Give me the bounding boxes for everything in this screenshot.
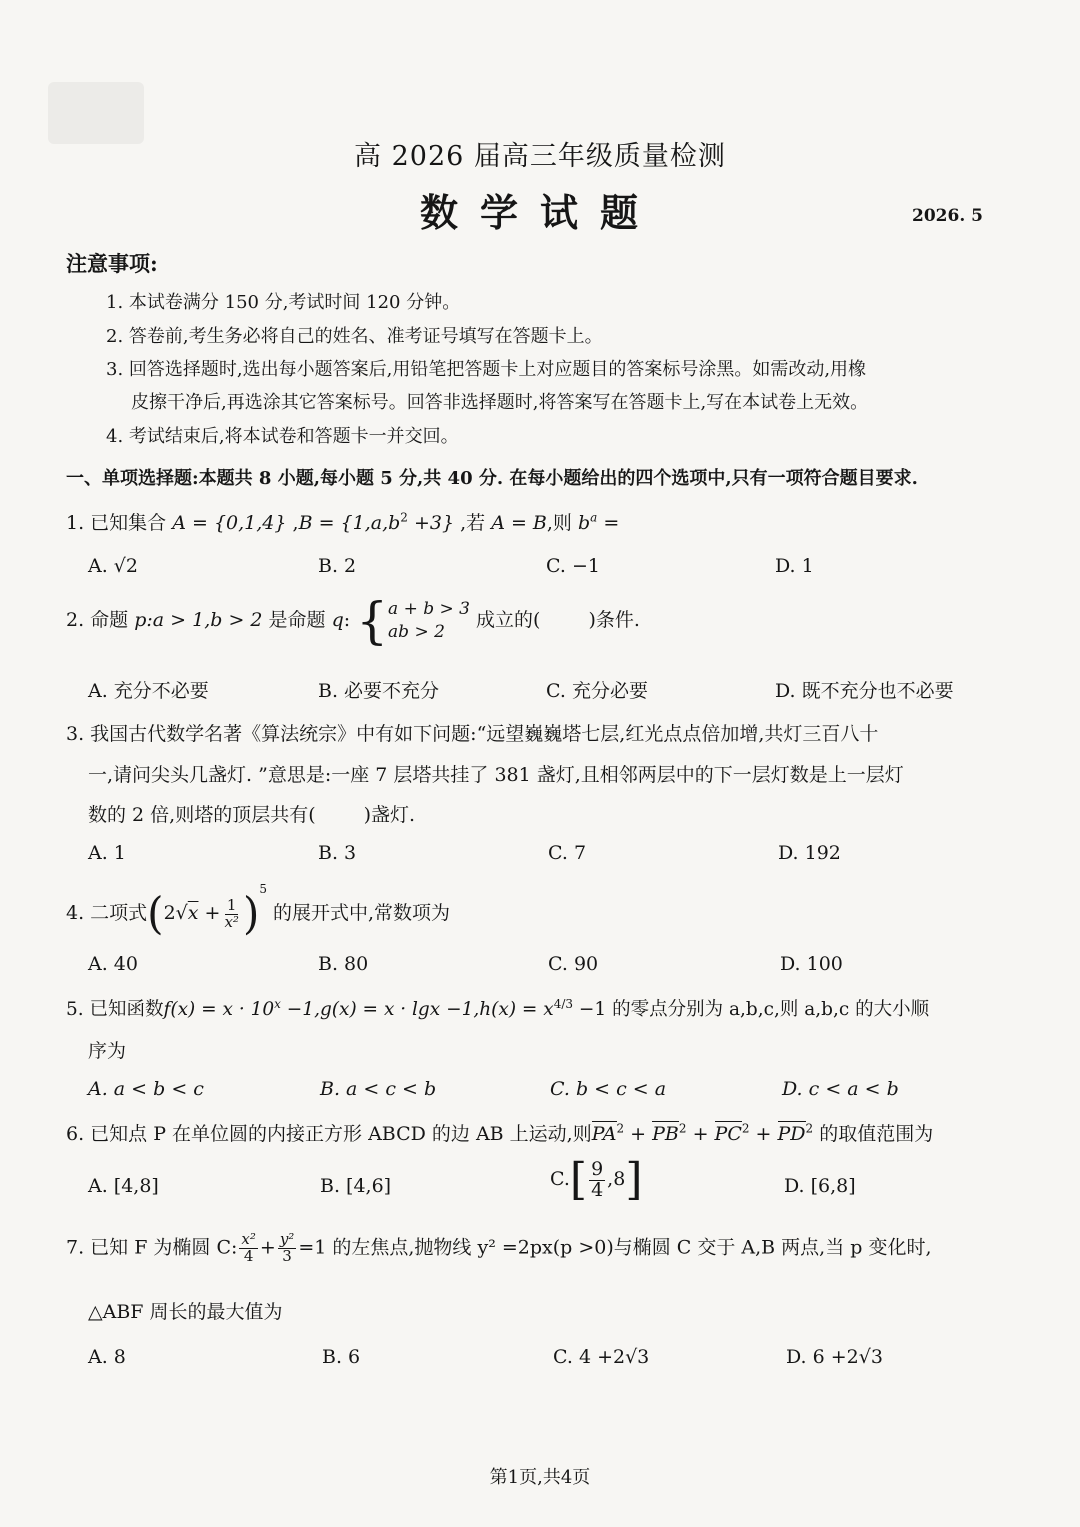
q2-colon: : (343, 609, 351, 631)
q2-stem-d: )条件. (588, 609, 640, 631)
q1-option-d: D. 1 (775, 555, 814, 577)
q4-frac-num: 1 (226, 895, 237, 914)
exam-date: 2026. 5 (912, 206, 983, 226)
question-3-line-1: 3. 我国古代数学名著《算法统宗》中有如下问题:“远望巍巍塔七层,红光点点倍加增,共灯三百八十 (66, 723, 879, 745)
q7-frac-2-den: 3 (282, 1246, 292, 1265)
notice-item-4: 4. 考试结束后,将本试卷和答题卡一并交回。 (106, 426, 459, 447)
q6-option-c-prefix: C. (550, 1168, 570, 1190)
q5-h-exp: 4/3 (553, 996, 574, 1011)
question-7-line-1 (66, 1232, 932, 1265)
q3-option-d: D. 192 (778, 842, 841, 864)
q1-expr: b (577, 512, 591, 534)
q1-set-b-exp: 2 (400, 510, 408, 525)
q3-line-3a: 数的 2 倍,则塔的顶层共有( (88, 804, 316, 826)
q4-frac-den: x² (224, 912, 239, 931)
left-paren-icon: ( (147, 887, 164, 940)
left-bracket-icon: [ (569, 1154, 588, 1205)
q5-stem-a: 5. 已知函数 (66, 999, 164, 1020)
q5-f: f(x) = x · 10 (163, 999, 275, 1020)
q3-option-c: C. 7 (548, 842, 587, 864)
right-bracket-icon: ] (625, 1154, 643, 1205)
q1-stem-e: = (597, 512, 620, 534)
sqrt-icon: √ (175, 902, 188, 924)
q7-option-d: D. 6 +2√3 (786, 1346, 883, 1368)
q1-stem-a: 1. 已知集合 (66, 512, 173, 534)
q4-option-a: A. 40 (88, 953, 138, 975)
question-7-line-2: △ABF 周长的最大值为 (88, 1301, 283, 1323)
q6-vector-pb: PB (652, 1123, 679, 1145)
question-6: 6. 已知点 P 在单位圆的内接正方形 ABCD 的边 AB 上运动,则$PA^2 + PB^2 + PC^2 + PD^2$ 的取值范围为 (66, 1121, 934, 1145)
q1-cond: A = B (491, 512, 547, 534)
q6-option-d: D. [6,8] (784, 1175, 856, 1197)
q6-vector-pd: PD (777, 1123, 806, 1145)
q7-stem-a: 7. 已知 F 为椭圆 C: (66, 1236, 238, 1259)
q7-frac-1-den: 4 (243, 1246, 254, 1265)
question-2 (66, 592, 640, 650)
q4-stem-b: 的展开式中,常数项为 (266, 902, 451, 924)
q4-option-d: D. 100 (780, 953, 843, 975)
q5-f-tail: −1, (280, 999, 320, 1020)
q5-stem-b: 的零点分别为 a,b,c,则 a,b,c 的大小顺 (606, 999, 930, 1020)
q7-option-a: A. 8 (88, 1346, 126, 1368)
q1-stem-b: , (286, 512, 299, 534)
q6-option-c (550, 1154, 643, 1205)
q2-stem-a: 2. 命题 (66, 609, 135, 631)
q1-set-b-tail: +3} (407, 512, 455, 534)
q2-condition-stack (388, 598, 470, 644)
page-footer: 第1页,共4页 (489, 1467, 591, 1488)
q2-condition-system (356, 592, 470, 650)
q7-option-c: C. 4 +2√3 (553, 1346, 650, 1368)
notice-item-3: 3. 回答选择题时,选出每小题答案后,用铅笔把答题卡上对应题目的答案标号涂黑。如需改动,用橡 (106, 359, 867, 380)
q7-frac-1-num: x² (241, 1230, 256, 1248)
notice-heading: 注意事项: (66, 251, 158, 276)
question-5-line-1 (66, 995, 929, 1021)
q2-p: p (134, 609, 147, 631)
q4-plus: + (198, 902, 221, 924)
q5-h-tail: −1 (573, 999, 607, 1020)
q1-set-b: B = {1,a,b (298, 512, 401, 534)
question-4 (66, 882, 451, 940)
q3-option-b: B. 3 (318, 842, 357, 864)
q1-stem-c: ,若 (454, 512, 492, 534)
left-brace-icon: { (356, 592, 389, 650)
q1-expr-exp: a (590, 510, 598, 525)
q2-p-condition: :a > 1,b > 2 (146, 609, 263, 631)
q5-option-c: C. b < c < a (550, 1078, 667, 1100)
right-paren-icon: ) (242, 887, 260, 940)
q6-sq-1: 2 (616, 1121, 625, 1136)
q5-f-exp: x (274, 996, 281, 1011)
q5-option-b: B. a < c < b (320, 1078, 437, 1100)
q6-vector-pa: PA (591, 1123, 617, 1145)
notice-item-2: 2. 答卷前,考生务必将自己的姓名、准考证号填写在答题卡上。 (106, 326, 603, 347)
q7-option-b: B. 6 (322, 1346, 361, 1368)
q4-option-c: C. 90 (548, 953, 599, 975)
q6-vector-pc: PC (714, 1123, 742, 1145)
q4-radicand: x (187, 902, 199, 924)
q4-coef: 2 (163, 902, 176, 924)
q5-option-a: A. a < b < c (88, 1078, 204, 1100)
q1-set-a: A = {0,1,4} (172, 512, 287, 534)
q4-fraction (222, 895, 240, 931)
q1-stem-d: ,则 (546, 512, 578, 534)
q2-option-c: C. 充分必要 (546, 680, 648, 702)
q4-option-b: B. 80 (318, 953, 369, 975)
q4-stem-a: 4. 二项式 (66, 902, 148, 924)
question-3-line-3 (88, 800, 415, 827)
q7-fraction-2 (278, 1232, 297, 1265)
q6-option-c-fraction (589, 1157, 605, 1201)
q2-option-a: A. 充分不必要 (88, 680, 209, 702)
q4-power: 5 (259, 882, 267, 896)
q2-option-b: B. 必要不充分 (318, 680, 440, 702)
question-1 (66, 508, 619, 535)
q2-stem-c: 成立的( (476, 609, 541, 631)
q6-option-c-tail: ,8 (607, 1168, 626, 1190)
q5-g: g(x) = x · lgx −1, (319, 999, 480, 1020)
q2-option-d: D. 既不充分也不必要 (775, 680, 954, 702)
q1-option-c: C. −1 (546, 555, 600, 577)
q6-sq-3: 2 (741, 1121, 750, 1136)
q1-option-b: B. 2 (318, 555, 357, 577)
q2-condition-line-1: a + b > 3 (388, 599, 470, 620)
q6-sq-2: 2 (678, 1121, 687, 1136)
q5-h: h(x) = x (479, 999, 554, 1020)
q5-option-d: D. c < a < b (782, 1078, 899, 1100)
exam-title: 高 2026 届高三年级质量检测 (354, 141, 726, 172)
notice-item-3-cont: 皮擦干净后,再选涂其它答案标号。回答非选择题时,将答案写在答题卡上,写在本试卷上无效。 (131, 392, 869, 413)
q2-condition-line-2: ab > 2 (388, 622, 445, 642)
section-1-heading: 一、单项选择题:本题共 8 小题,每小题 5 分,共 40 分. 在每小题给出的四个选项中,只有一项符合题目要求. (66, 468, 918, 489)
q6-option-b: B. [4,6] (320, 1175, 392, 1197)
q6-stem-b: 的取值范围为 (813, 1123, 934, 1145)
q1-option-a: A. √2 (88, 555, 138, 577)
question-3-line-2: 一,请问尖头几盏灯. ”意思是:一座 7 层塔共挂了 381 盏灯,且相邻两层中的下一层灯数是上一层灯 (88, 764, 904, 786)
q7-fraction-1 (239, 1232, 257, 1265)
q6-stem-a: 6. 已知点 P 在单位圆的内接正方形 ABCD 的边 AB 上运动,则 (66, 1123, 592, 1145)
q3-line-3b: )盏灯. (363, 804, 416, 826)
q6-option-c-den: 4 (591, 1178, 604, 1201)
q6-option-a: A. [4,8] (88, 1175, 159, 1197)
q7-plus: + (259, 1236, 276, 1259)
question-5-line-2: 序为 (88, 1040, 127, 1062)
q7-stem-b: =1 的左焦点,抛物线 y² =2px(p >0)与椭圆 C 交于 A,B 两点,当 p 变化时, (298, 1236, 932, 1259)
q6-sq-4: 2 (805, 1121, 814, 1136)
subject-title: 数学试题 (419, 190, 660, 235)
q7-frac-2-num: y² (279, 1230, 295, 1248)
notice-item-1: 1. 本试卷满分 150 分,考试时间 120 分钟。 (106, 292, 461, 313)
q2-q: q (331, 609, 344, 631)
q6-option-c-num: 9 (591, 1157, 604, 1180)
q3-option-a: A. 1 (88, 842, 126, 864)
q2-stem-b: 是命题 (262, 609, 332, 631)
